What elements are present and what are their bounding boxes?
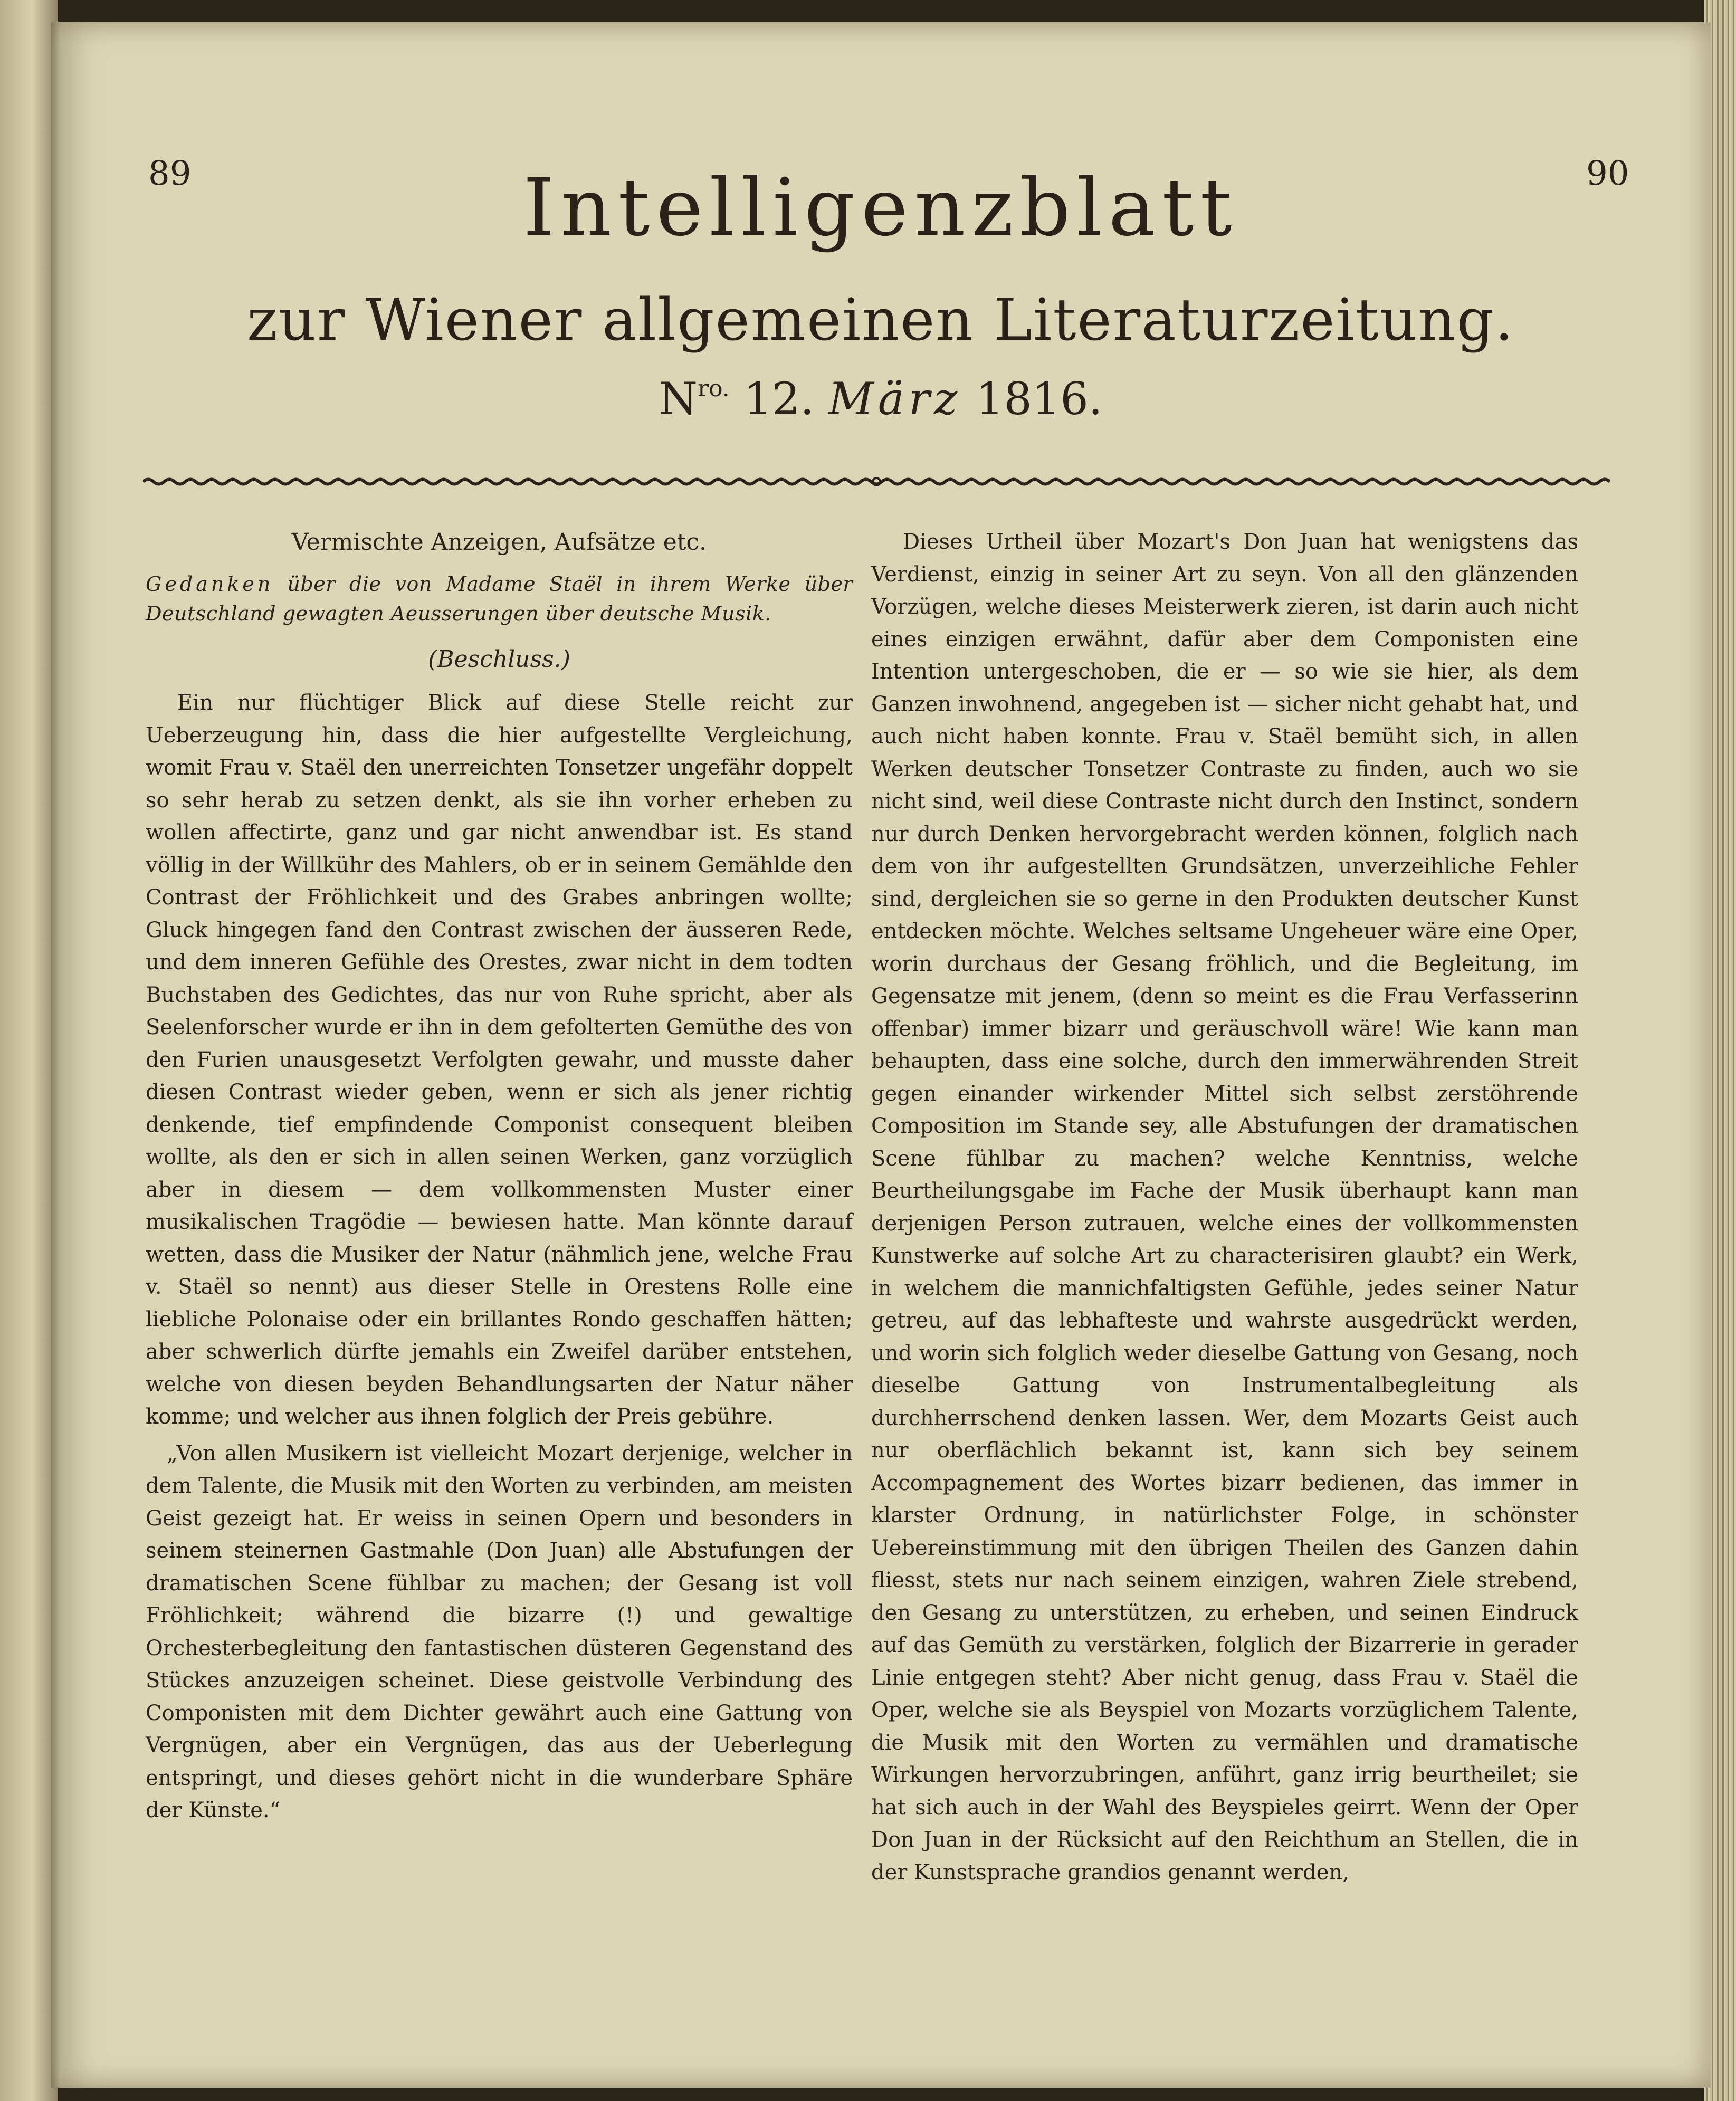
issue-prefix: N bbox=[659, 373, 698, 425]
book-left-edge bbox=[0, 0, 58, 2101]
newspaper-page bbox=[51, 22, 1711, 2088]
article-title-rest: über die von Madame Staël in ihrem Werke über Deutschland gewagten Aeusserungen über deutsche Musik. bbox=[146, 572, 853, 625]
left-paragraph-2: „Von allen Musikern ist vielleicht Mozart derjenige, welcher in dem Talente, die Musik mit den Worten zu verbinden, am meisten Geist gezeigt hat. Er weiss in seinen Opern und besonders in seinem steinernen Gastmahle (Don Juan) alle Abstufungen der dramatischen Scene fühlbar zu machen; der Gesang ist voll Fröhlichkeit; während die bizarre (!) und gewaltige Orchesterbegleitung den fantastischen düsteren Gegenstand des Stückes anzuzeigen scheinet. Diese geistvolle Verbindung des Componisten mit dem Dichter gewährt auch eine Gattung von Vergnügen, aber ein Vergnügen, das aus der Ueberlegung entspringt, und dieses gehört nicht in die wunderbare Sphäre der Künste.“ bbox=[146, 1441, 853, 1822]
right-paragraph-1: Dieses Urtheil über Mozart's Don Juan hat wenigstens das Verdienst, einzig in seiner Art zu seyn. Von all den glänzenden Vorzügen, welche dieses Meisterwerk zieren, ist darin auch nicht eines einzigen erwähnt, dafür aber dem Componisten eine Intention untergeschoben, die er — so wie sie hier, als dem Ganzen inwohnend, angegeben ist — sicher nicht gehabt hat, und auch nicht haben konnte. Frau v. Staël bemüht sich, in allen Werken deutscher Tonsetzer Contraste zu finden, auch wo sie nicht sind, weil diese Contraste nicht durch den Instinct, sondern nur durch Denken hervorgebracht werden können, folglich nach dem von ihr aufgestellten Grundsätzen, unverzeihliche Fehler sind, dergleichen sie so gerne in den Produkten deutscher Kunst entdecken möchte. Welches seltsame Ungeheuer wäre eine Oper, worin durchaus der Gesang fröhlich, und die Begleitung, im Gegensatze mit jenem, (denn so meint es die Frau Verfasserinn offenbar) immer bizarr und geräuschvoll wäre! Wie kann man behaupten, dass eine solche, durch den immerwährenden Streit gegen einander wirkender Mittel sich selbst zerstöhrende Composition im Stande sey, alle Abstufungen der dramatischen Scene fühlbar zu machen? welche Kenntniss, welche Beurtheilungsgabe im Fache der Musik überhaupt kann man derjenigen Person zutrauen, welche eines der vollkommensten Kunstwerke auf solche Art zu characterisiren glaubt? ein Werk, in welchem die mannichfaltigsten Gefühle, jedes seiner Natur getreu, auf das lebhafteste und wahrste ausgedrückt werden, und worin sich folglich weder dieselbe Gattung von Gesang, noch dieselbe Gattung von Instrumentalbegleitung als durchherrschend denken lassen. Wer, dem Mozarts Geist auch nur oberflächlich bekannt ist, kann sich bey seinem Accompagnement des Wortes bizarr bedienen, das immer in klarster Ordnung, in natürlichster Folge, in schönster Uebereinstimmung mit den übrigen Theilen des Ganzen dahin fliesst, stets nur nach seinem einzigen, wahren Ziele strebend, den Gesang zu unterstützen, zu erheben, und seinen Eindruck auf das Gemüth zu verstärken, folglich der Bizarrerie in gerader Linie entgegen steht? Aber nicht genug, dass Frau v. Staël die Oper, welche sie als Beyspiel von Mozarts vorzüglichem Talente, die Musik mit den Worten zu vermählen und dramatische Wirkungen hervorzubringen, anführt, ganz irrig beurtheilet; sie hat sich auch in der Wahl des Beyspieles geirrt. Wenn der Oper Don Juan in der Rücksicht auf den Reichthum an Stellen, die in der Kunstsprache grandios genannt werden, bbox=[871, 530, 1578, 1885]
issue-month: März bbox=[828, 373, 962, 425]
page-fold-shadow bbox=[51, 22, 60, 2088]
continued-label: (Beschluss.) bbox=[428, 645, 570, 673]
masthead-title: Intelligenzblatt bbox=[523, 162, 1238, 254]
left-column bbox=[146, 526, 853, 1831]
issue-line bbox=[51, 373, 1711, 425]
issue-prefix-sup: ro. bbox=[698, 375, 730, 402]
article-title-lead: Gedanken bbox=[146, 572, 274, 596]
article-title bbox=[146, 569, 853, 628]
right-column bbox=[871, 526, 1578, 1893]
issue-number: 12. bbox=[743, 373, 815, 425]
masthead-subtitle: zur Wiener allgemeinen Literaturzeitung. bbox=[247, 286, 1514, 354]
page-number-right: 90 bbox=[1586, 154, 1629, 193]
issue-year: 1816. bbox=[975, 373, 1103, 425]
section-heading: Vermischte Anzeigen, Aufsätze etc. bbox=[291, 529, 707, 556]
page-number-left: 89 bbox=[148, 154, 192, 193]
ornamental-rule bbox=[143, 476, 1610, 488]
left-paragraph-1: Ein nur flüchtiger Blick auf diese Stelle reicht zur Ueberzeugung hin, dass die hier aufgestellte Vergleichung, womit Frau v. Staël den unerreichten Tonsetzer ungefähr doppelt so sehr herab zu setzen denkt, als sie ihn vorher erheben zu wollen affectirte, ganz und gar nicht anwendbar ist. Es stand völlig in der Willkühr des Mahlers, ob er in seinem Gemählde den Contrast der Fröhlichkeit und des Grabes anbringen wollte; Gluck hingegen fand den Contrast zwischen der äusseren Rede, und dem inneren Gefühle des Orestes, zwar nicht in dem todten Buchstaben des Gedichtes, das nur von Ruhe spricht, aber als Seelenforscher wurde er ihn in dem gefolterten Gemüthe des von den Furien unausgesetzt Verfolgten gewahr, und musste daher diesen Contrast wieder geben, wenn er sich als jener richtig denkende, tief empfindende Componist consequent bleiben wollte, als den er sich in allen seinen Werken, ganz vorzüglich aber in diesem — dem vollkommensten Muster einer musikalischen Tragödie — bewiesen hatte. Man könnte darauf wetten, dass die Musiker der Natur (nähmlich jene, welche Frau v. Staël so nennt) aus dieser Stelle in Orestens Rolle eine liebliche Polonaise oder ein brillantes Rondo geschaffen hätten; aber schwerlich dürfte jemahls ein Zweifel darüber entstehen, welche von diesen beyden Behandlungsarten der Natur näher komme; und welcher aus ihnen folglich der Preis gebühre. bbox=[146, 691, 853, 1429]
